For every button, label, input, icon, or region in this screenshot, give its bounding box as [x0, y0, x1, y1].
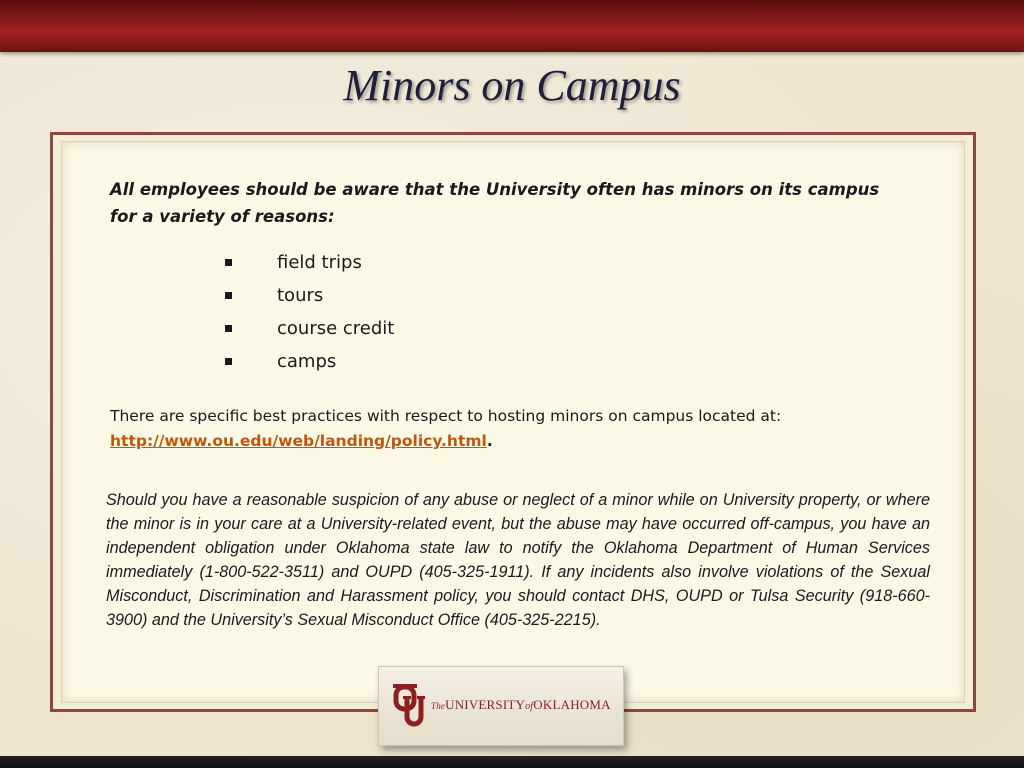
- policy-link-line: [110, 429, 910, 454]
- square-bullet-icon: [225, 358, 232, 365]
- square-bullet-icon: [225, 325, 232, 332]
- best-practices-line: There are specific best practices with respect to hosting minors on campus located at:: [110, 407, 782, 425]
- wordmark-of: of: [525, 701, 534, 712]
- ou-interlocking-logo-icon: [393, 681, 427, 727]
- reason-label: course credit: [277, 318, 395, 339]
- intro-text: [110, 176, 910, 230]
- intro-line-1: All employees should be aware that the University often has minors on its campus: [110, 180, 880, 199]
- intro-line-2: for a variety of reasons:: [110, 207, 335, 226]
- list-item: [225, 312, 394, 345]
- wordmark-the: The: [431, 701, 446, 711]
- bottom-bar: [0, 756, 1024, 768]
- content-panel: [61, 141, 965, 703]
- policy-link[interactable]: http://www.ou.edu/web/landing/policy.html: [110, 432, 487, 450]
- content-frame: [50, 132, 976, 712]
- reason-label: field trips: [277, 252, 362, 273]
- best-practices-text: [110, 404, 910, 454]
- square-bullet-icon: [225, 259, 232, 266]
- reasons-list: [225, 246, 394, 378]
- list-item: [225, 345, 394, 378]
- reason-label: tours: [277, 285, 324, 306]
- policy-link-suffix: .: [486, 432, 493, 450]
- ou-logo-card: [378, 666, 624, 746]
- wordmark-state: OKLAHOMA: [533, 697, 611, 712]
- wordmark-university: UNIVERSITY: [445, 697, 526, 712]
- slide-title: Minors on Campus: [343, 61, 681, 110]
- list-item: [225, 246, 394, 279]
- square-bullet-icon: [225, 292, 232, 299]
- university-wordmark: [431, 697, 611, 713]
- reason-label: camps: [277, 351, 337, 372]
- abuse-reporting-notice: Should you have a reasonable suspicion of any abuse or neglect of a minor while on University property, or where the minor is in your care at a University-related event, but the abuse may have occurred off-campus, you have an independent obligation under Oklahoma state law to notify the Oklahoma Department of Human Services immediately (1-800-522-3511) and OUPD (405-325-1911). If any incidents also involve violations of the Sexual Misconduct, Discrimination and Harassment policy, you should contact DHS, OUPD or Tulsa Security (918-660-3900) and the University’s Sexual Misconduct Office (405-325-2215).: [106, 491, 930, 629]
- list-item: [225, 279, 394, 312]
- top-crimson-bar: [0, 0, 1024, 52]
